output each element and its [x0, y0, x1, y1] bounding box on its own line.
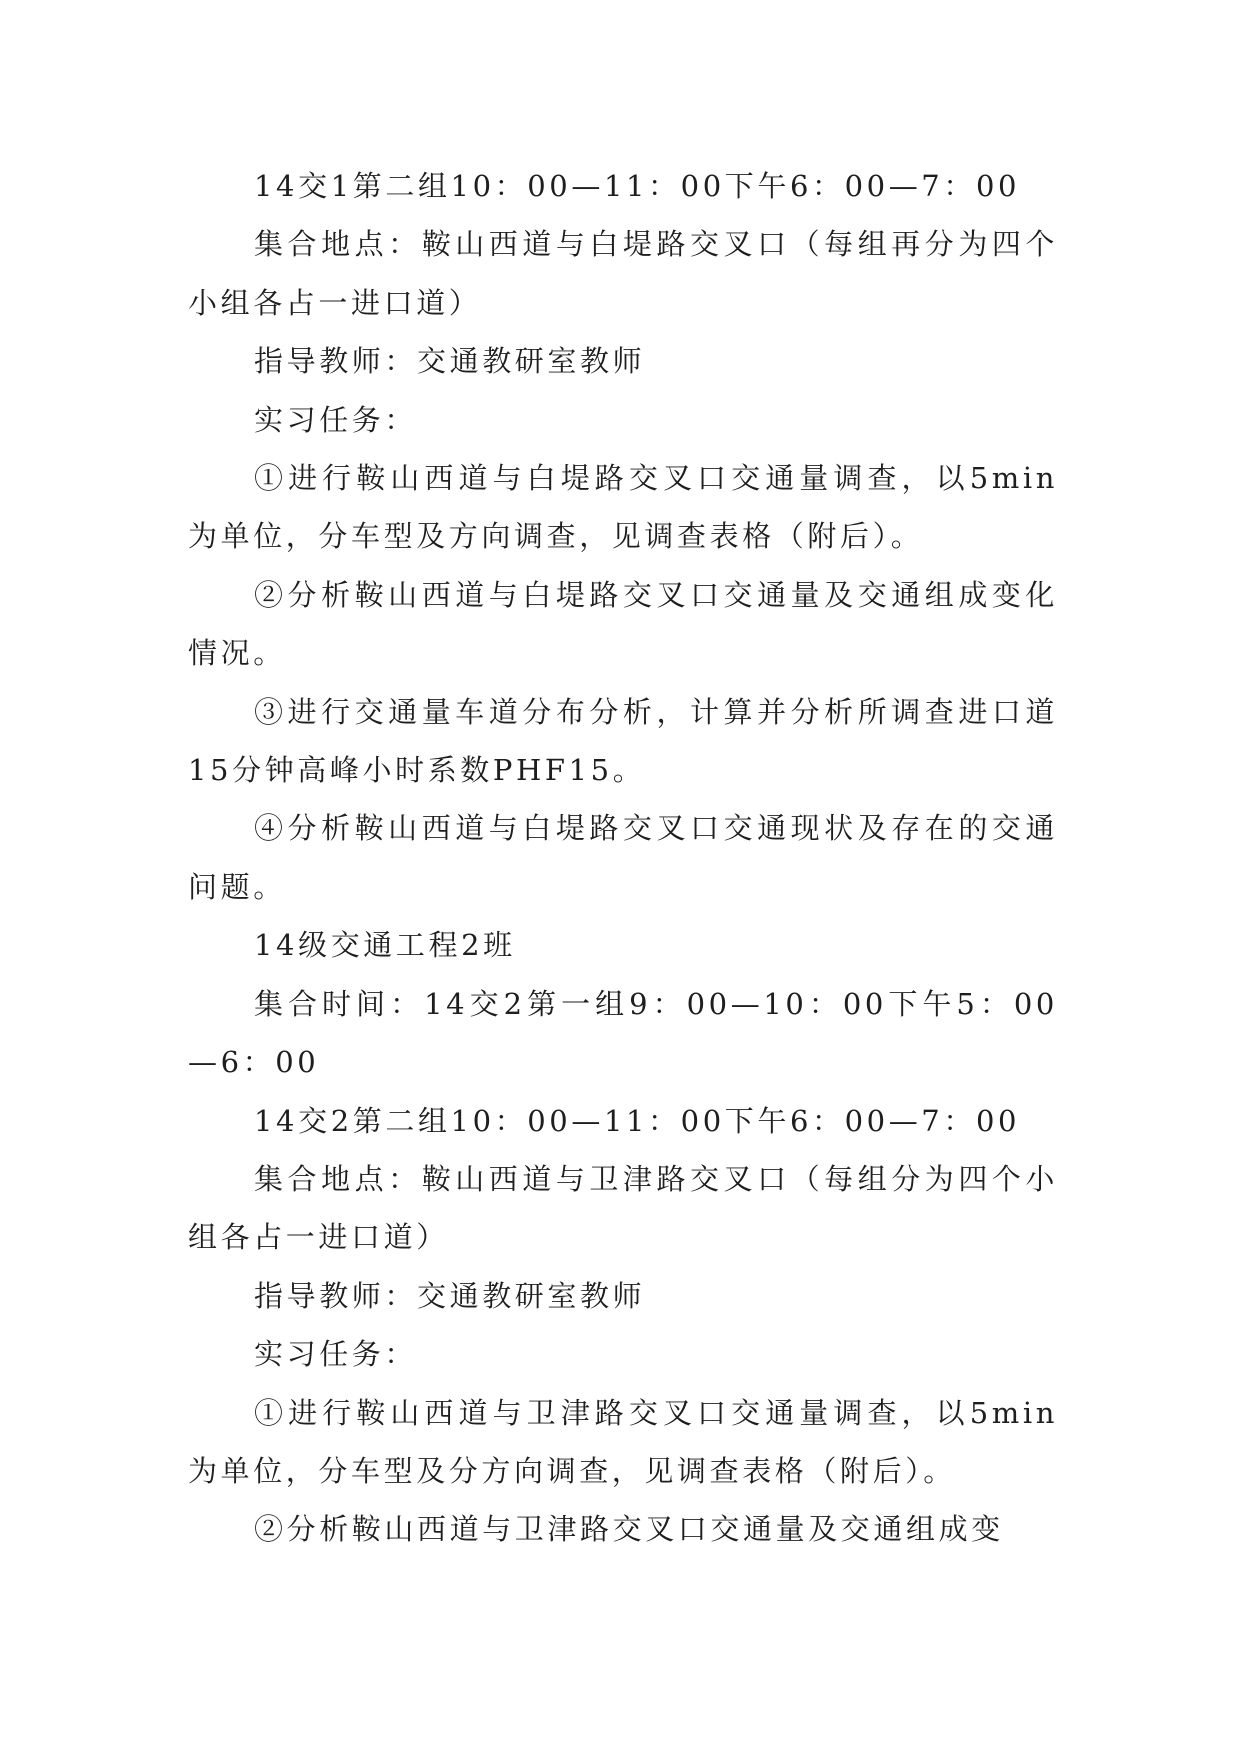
paragraph-instructor-class2: 指导教师：交通教研室教师: [254, 1278, 646, 1313]
paragraph-meeting-time: 集合时间：14交2第一组9：00—10：00下午5：00—6：00: [188, 986, 1058, 1080]
paragraph-task-2: ②分析鞍山西道与白堤路交叉口交通量及交通组成变化情况。: [188, 577, 1058, 671]
paragraph-group2-time: 14交1第二组10：00—11：00下午6：00—7：00: [254, 169, 1021, 203]
paragraph-tasks-heading: 实习任务：: [254, 402, 418, 437]
paragraph-task-1: ①进行鞍山西道与白堤路交叉口交通量调查，以5min为单位，分车型及方向调查，见调查表格（附后）。: [188, 461, 1058, 554]
paragraph-task-2-class2: ②分析鞍山西道与卫津路交叉口交通量及交通组成变: [254, 1512, 1004, 1547]
paragraph-class-heading: 14级交通工程2班: [254, 928, 516, 963]
paragraph-task-4: ④分析鞍山西道与白堤路交叉口交通现状及存在的交通问题。: [188, 811, 1058, 904]
document-body: [188, 157, 1058, 1559]
paragraph-meeting-place: 集合地点：鞍山西道与白堤路交叉口（每组再分为四个小组各占一进口道）: [188, 227, 1058, 320]
paragraph-task-1-class2: ①进行鞍山西道与卫津路交叉口交通量调查，以5min为单位，分车型及分方向调查，见调查表格（附后）。: [188, 1395, 1058, 1488]
paragraph-instructor: 指导教师：交通教研室教师: [254, 344, 646, 379]
paragraph-task-3: ③进行交通量车道分布分析，计算并分析所调查进口道15分钟高峰小时系数PHF15。: [188, 694, 1058, 788]
paragraph-group2-time-class2: 14交2第二组10：00—11：00下午6：00—7：00: [254, 1103, 1021, 1138]
paragraph-meeting-place-class2: 集合地点：鞍山西道与卫津路交叉口（每组分为四个小组各占一进口道）: [188, 1161, 1058, 1255]
paragraph-tasks-heading-class2: 实习任务：: [254, 1337, 418, 1372]
